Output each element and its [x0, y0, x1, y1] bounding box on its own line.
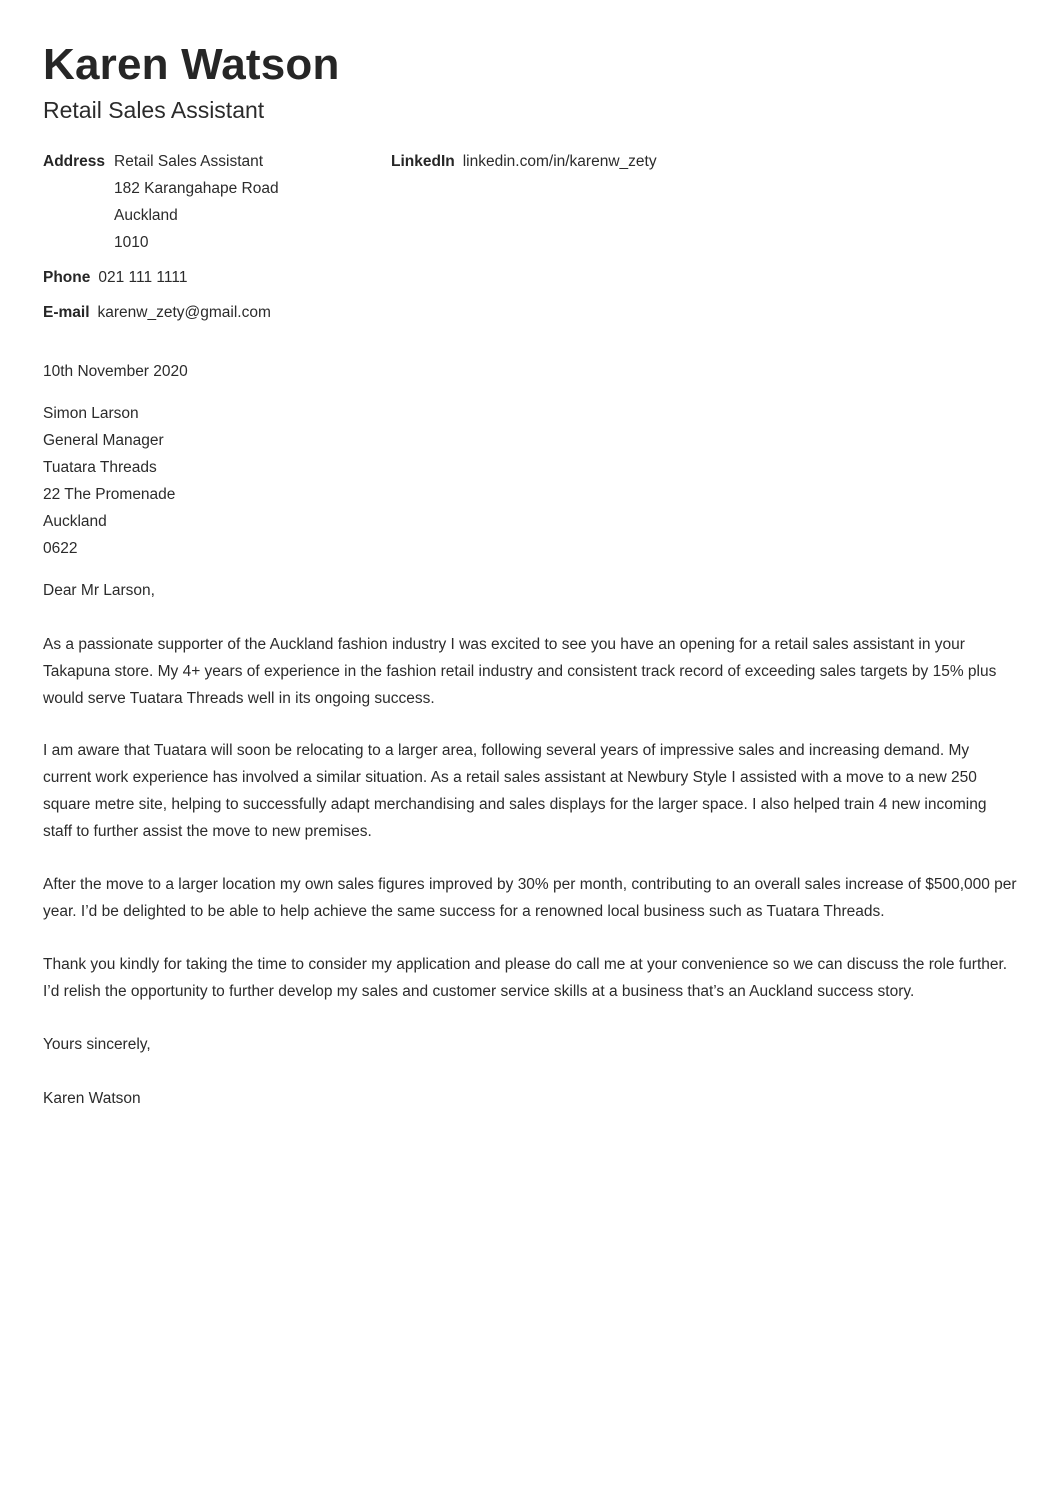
recipient-line: Simon Larson [43, 405, 139, 422]
applicant-name: Karen Watson [43, 40, 340, 89]
address-line: Retail Sales Assistant [114, 153, 264, 170]
address-line: 182 Karangahape Road [114, 180, 279, 197]
linkedin-label: LinkedIn [391, 153, 455, 170]
address-line: Auckland [114, 207, 178, 224]
recipient-line: 0622 [43, 540, 78, 557]
applicant-job-title: Retail Sales Assistant [43, 97, 265, 123]
recipient-line: Auckland [43, 513, 107, 530]
body-paragraph: After the move to a larger location my own sales figures improved by 30% per month, contributing to an overall sales increase of $500,000 per year. I’d be delighted to be able to help achieve the same success for a renowned local business such as Tuatara Threads. [43, 876, 1017, 920]
recipient-line: General Manager [43, 432, 164, 449]
letter-date: 10th November 2020 [43, 363, 188, 380]
phone-label: Phone [43, 269, 91, 286]
recipient-line: 22 The Promenade [43, 486, 176, 503]
linkedin-link[interactable]: linkedin.com/in/karenw_zety [462, 153, 657, 170]
email-address[interactable]: karenw_zety@gmail.com [97, 304, 271, 321]
email-label: E-mail [43, 304, 90, 321]
body-paragraph: As a passionate supporter of the Auckland fashion industry I was excited to see you have an opening for a retail sales assistant in your Takapuna store. My 4+ years of experience in the fashion retail industry and consistent track record of exceeding sales targets by 15% plus would serve Tuatara Threads well in its ongoing success. [43, 636, 997, 707]
address-lines [114, 148, 279, 256]
closing: Yours sincerely, [43, 1036, 151, 1053]
address-line: 1010 [114, 234, 149, 251]
linkedin-block [391, 148, 657, 175]
address-label: Address [43, 153, 106, 170]
phone-number: 021 111 1111 [98, 269, 188, 286]
recipient-block [43, 400, 1018, 562]
salutation: Dear Mr Larson, [43, 582, 155, 599]
body-paragraph: Thank you kindly for taking the time to consider my application and please do call me at your convenience so we can discuss the role further. I’d relish the opportunity to further develop my sales and customer service skills at a business that’s an Auckland success story. [43, 956, 1008, 1000]
body-paragraph: I am aware that Tuatara will soon be relocating to a larger area, following several years of impressive sales and increasing demand. My current work experience has involved a similar situation. As a retail sales assistant at Newbury Style I assisted with a move to a new 250 square metre site, helping to successfully adapt merchandising and sales displays for the larger space. I also helped train 4 new incoming staff to further assist the move to new premises. [43, 742, 987, 840]
phone-block [43, 264, 187, 291]
recipient-line: Tuatara Threads [43, 459, 157, 476]
signature-name: Karen Watson [43, 1090, 141, 1107]
email-block [43, 299, 271, 326]
